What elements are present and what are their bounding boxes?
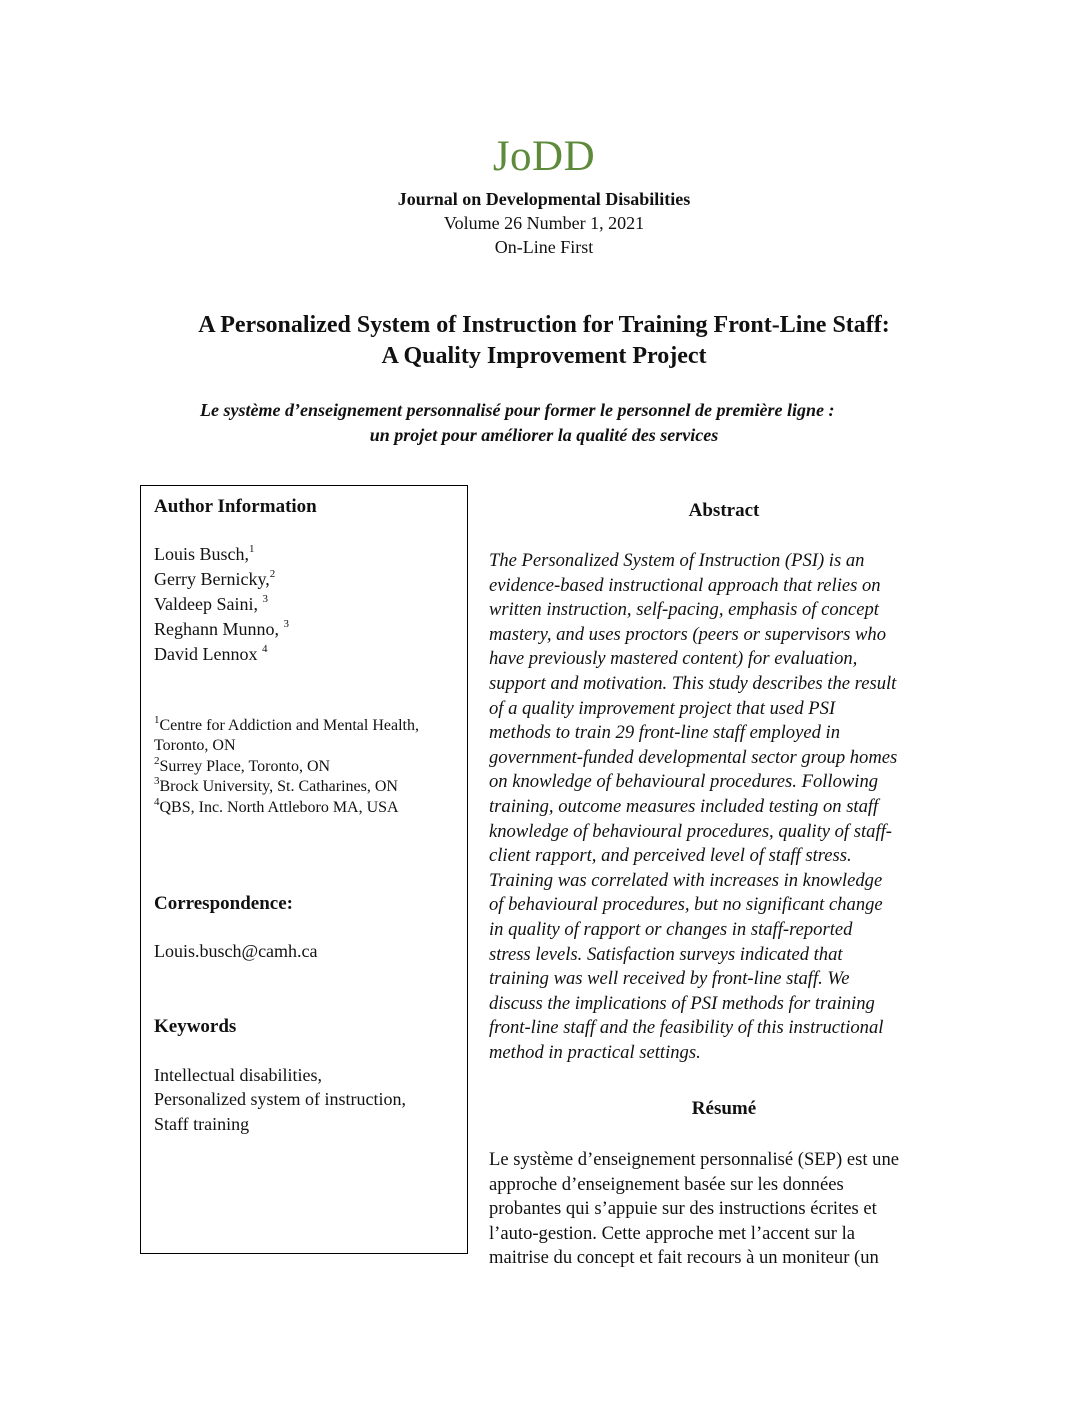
text-line: in quality of rapport or changes in staff-reported — [489, 918, 853, 940]
author-name: Louis Busch,$^1$ — [154, 543, 255, 564]
affiliation: $^3$Brock University, St. Catharines, ON — [154, 774, 398, 795]
resume-heading: Résumé — [691, 1098, 757, 1119]
correspondence-email[interactable]: Louis.busch@camh.ca — [154, 941, 318, 961]
text-line: knowledge of behavioural procedures, quality of staff- — [489, 820, 892, 842]
article-title-line-1: A Personalized System of Instruction for Training Front-Line Staff: — [198, 312, 890, 338]
resume-body — [489, 1148, 967, 1271]
french-title-line-2: un projet pour améliorer la qualité des services — [369, 425, 719, 445]
text-line: have previously mastered content) for evaluation, — [489, 648, 858, 670]
affiliation-continued: Toronto, ON — [154, 737, 236, 754]
author-name: David Lennox $^4$ — [154, 643, 268, 664]
text-line: Training was correlated with increases in knowledge — [489, 869, 883, 891]
journal-name: Journal on Developmental Disabilities — [397, 189, 691, 209]
keyword: Staff training — [154, 1114, 250, 1134]
text-line: approche d’enseignement basée sur les données — [489, 1173, 844, 1195]
text-line: front-line staff and the feasibility of this instructional — [489, 1017, 884, 1039]
text-line: support and motivation. This study describes the result — [489, 672, 897, 694]
author-information-box — [140, 485, 468, 1254]
text-line: probantes qui s’appuie sur des instructions écrites et — [489, 1198, 877, 1220]
journal-logo: JoDD — [492, 133, 596, 180]
text-line: on knowledge of behavioural procedures. Following — [489, 771, 879, 793]
article-title-line-2: A Quality Improvement Project — [381, 343, 707, 369]
affiliation: $^1$Centre for Addiction and Mental Health, — [154, 713, 419, 734]
affiliation: $^2$Surrey Place, Toronto, ON — [154, 754, 331, 775]
text-line: of behavioural procedures, but no significant change — [489, 894, 883, 916]
text-line: methods to train 29 front-line staff employed in — [489, 722, 841, 744]
author-name: Gerry Bernicky,$^2$ — [154, 568, 276, 589]
abstract-body — [489, 549, 967, 1065]
french-title-line-1: Le système d’enseignement personnalisé pour former le personnel de première ligne : — [200, 400, 835, 420]
text-line: government-funded developmental sector group homes — [489, 746, 898, 768]
author-name: Valdeep Saini, $^3$ — [154, 593, 268, 614]
text-line: stress levels. Satisfaction surveys indicated that — [489, 943, 843, 965]
keyword: Personalized system of instruction, — [154, 1089, 406, 1109]
publication-status: On-Line First — [494, 237, 594, 257]
author-name: Reghann Munno, $^3$ — [154, 618, 289, 639]
text-line: of a quality improvement project that used PSI — [489, 697, 836, 719]
journal-volume: Volume 26 Number 1, 2021 — [443, 213, 645, 233]
author-info-heading: Author Information — [154, 496, 317, 517]
text-line: mastery, and uses proctors (peers or supervisors who — [489, 623, 887, 645]
text-line: discuss the implications of PSI methods for training — [489, 992, 875, 1014]
text-line: maitrise du concept et fait recours à un moniteur (un — [489, 1247, 879, 1269]
correspondence-heading: Correspondence: — [154, 893, 293, 914]
text-line: evidence-based instructional approach that relies on — [489, 574, 881, 596]
text-line: client rapport, and perceived level of staff stress. — [489, 845, 852, 867]
text-line: Le système d’enseignement personnalisé (SEP) est une — [489, 1149, 899, 1170]
affiliation: $^4$QBS, Inc. North Attleboro MA, USA — [154, 795, 399, 816]
keywords-heading: Keywords — [154, 1016, 237, 1037]
abstract-heading: Abstract — [688, 500, 760, 521]
keyword: Intellectual disabilities, — [154, 1065, 322, 1085]
text-line: training was well received by front-line staff. We — [489, 968, 850, 990]
text-line: method in practical settings. — [489, 1041, 701, 1063]
text-line: written instruction, self-pacing, emphasis of concept — [489, 599, 879, 621]
text-line: l’auto-gestion. Cette approche met l’accent sur la — [489, 1222, 856, 1244]
text-line: training, outcome measures included testing on staff — [489, 795, 879, 817]
text-line: The Personalized System of Instruction (PSI) is an — [489, 550, 865, 571]
